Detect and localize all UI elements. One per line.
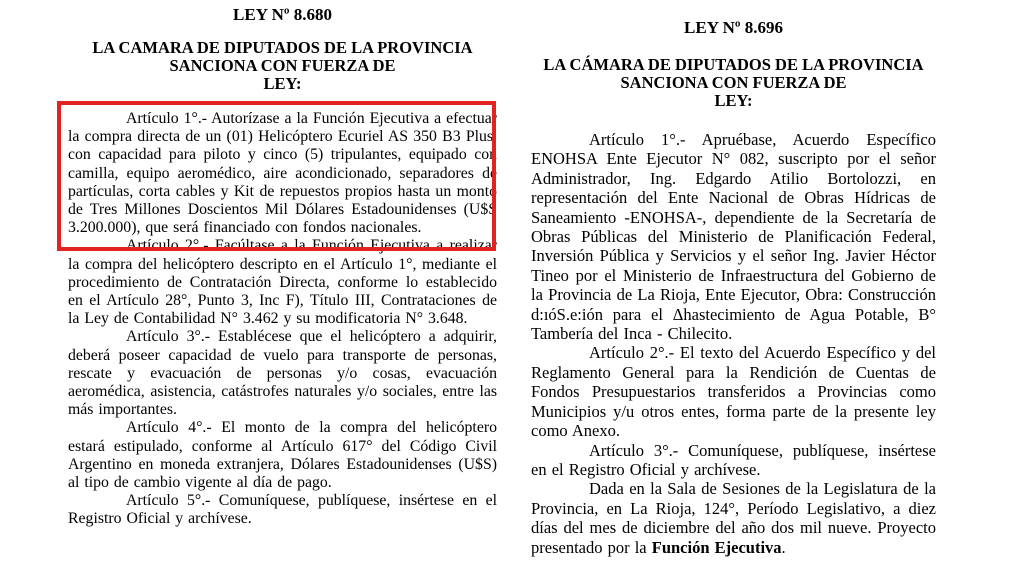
chamber-heading-line-3: LEY: [263,74,302,93]
law-8696-chamber-heading [531,56,936,110]
law-8696-column [531,20,936,557]
chamber-heading-line-1: LA CAMARA DE DIPUTADOS DE LA PROVINCIA [92,38,473,57]
law-8696-article-1: Artículo 1°.- Apruébase, Acuerdo Específico ENOHSA Ente Ejecutor N° 082, suscripto por el señor Administrador, Ing. Edgardo Atilio Bortolozzi, en representación del Ente Nacional de Obras Hídricas de Saneamiento -ENOHSA-, dependiente de la Secretaría de Obras Públicas del Ministerio de Planificación Federal, Inversión Pública y Servicios y el señor Ing. Javier Héctor Tineo por el Ministerio de Infraestructura del Gobierno de la Provincia de La Rioja, Ente Ejecutor, Obra: Construcción d:ıóS.e:ión para el Δhastecimiento de Agua Potable, B° Tambería del Inca - Chilecito. [531,130,936,344]
law-8680-number-title: LEY Nº 8.680 [233,5,332,24]
law-8680-article-4: Artículo 4°.- El monto de la compra del helicóptero estará estipulado, conforme al Artículo 617° del Código Civil Argentino en moneda extranjera, Dólares Estadounidenses (U$S) al tipo de cambio vigente al día de pago. [68,419,497,492]
law-8696-number-title: LEY Nº 8.696 [684,18,783,37]
law-8680-article-1: Artículo 1°.- Autorízase a la Función Ejecutiva a efectuar la compra directa de un (01) Helicóptero Ecuriel AS 350 B3 Plus, con capacidad para piloto y cinco (5) tripulantes, equipado con camilla, equipo aeromédico, aire acondicionado, separadores de partículas, corta cables y Kit de repuestos propios hasta un monto de Tres Millones Doscientos Mil Dólares Estadounidenses (U$S 3.200.000), que será financiado con fondos nacionales. [68,110,497,237]
chamber-heading-line-2: SANCIONA CON FUERZA DE [620,73,847,92]
chamber-heading-line-2: SANCIONA CON FUERZA DE [169,56,396,75]
law-8680-column [68,7,497,529]
law-8696-article-3: Artículo 3°.- Comuníquese, publíquese, insértese en el Registro Oficial y archívese. [531,440,936,479]
law-8680-article-5: Artículo 5°.- Comuníquese, publíquese, insértese en el Registro Oficial y archívese. [68,492,497,528]
chamber-heading-line-1: LA CÁMARA DE DIPUTADOS DE LA PROVINCIA [543,55,924,74]
law-8680-article-2: Artículo 2°.- Facúltase a la Función Ejecutiva a realizar la compra del helicóptero descripto en el Artículo 1°, mediante el procedimiento de Contratación Directa, conforme lo establecido en el Artículo 28°, Punto 3, Inc F), Título III, Contrataciones de la Ley de Contabilidad N° 3.462 y su modificatoria N° 3.648. [68,237,497,328]
law-8680-article-3: Artículo 3°.- Establécese que el helicóptero a adquirir, deberá poseer capacidad de vuelo para transporte de personas, rescate y evacuación de personas y/o cosas, evacuación aeromédica, asistencia, catástrofes naturales y/o sociales, entre las más importantes. [68,328,497,419]
law-8680-chamber-heading [68,39,497,93]
law-8696-body [531,130,936,557]
closing-text-after: . [781,537,786,557]
law-8696-closing-paragraph [531,479,936,557]
closing-bold-funcion-ejecutiva: Función Ejecutiva [651,537,782,557]
law-8680-body [68,110,497,529]
closing-text-before: Dada en la Sala de Sesiones de la Legislatura de la Provincia, en La Rioja, 124°, Período Legislativo, a diez días del mes de diciembre del año dos mil nueve. Proyecto presentado por la [531,479,936,557]
law-8696-article-2: Artículo 2°.- El texto del Acuerdo Específico y del Reglamento General para la Rendición de Cuentas de Fondos Presupuestarios transferidos a Provincias como Municipios y/u otros entes, forma parte de la presente ley como Anexo. [531,343,936,441]
chamber-heading-line-3: LEY: [714,91,753,110]
